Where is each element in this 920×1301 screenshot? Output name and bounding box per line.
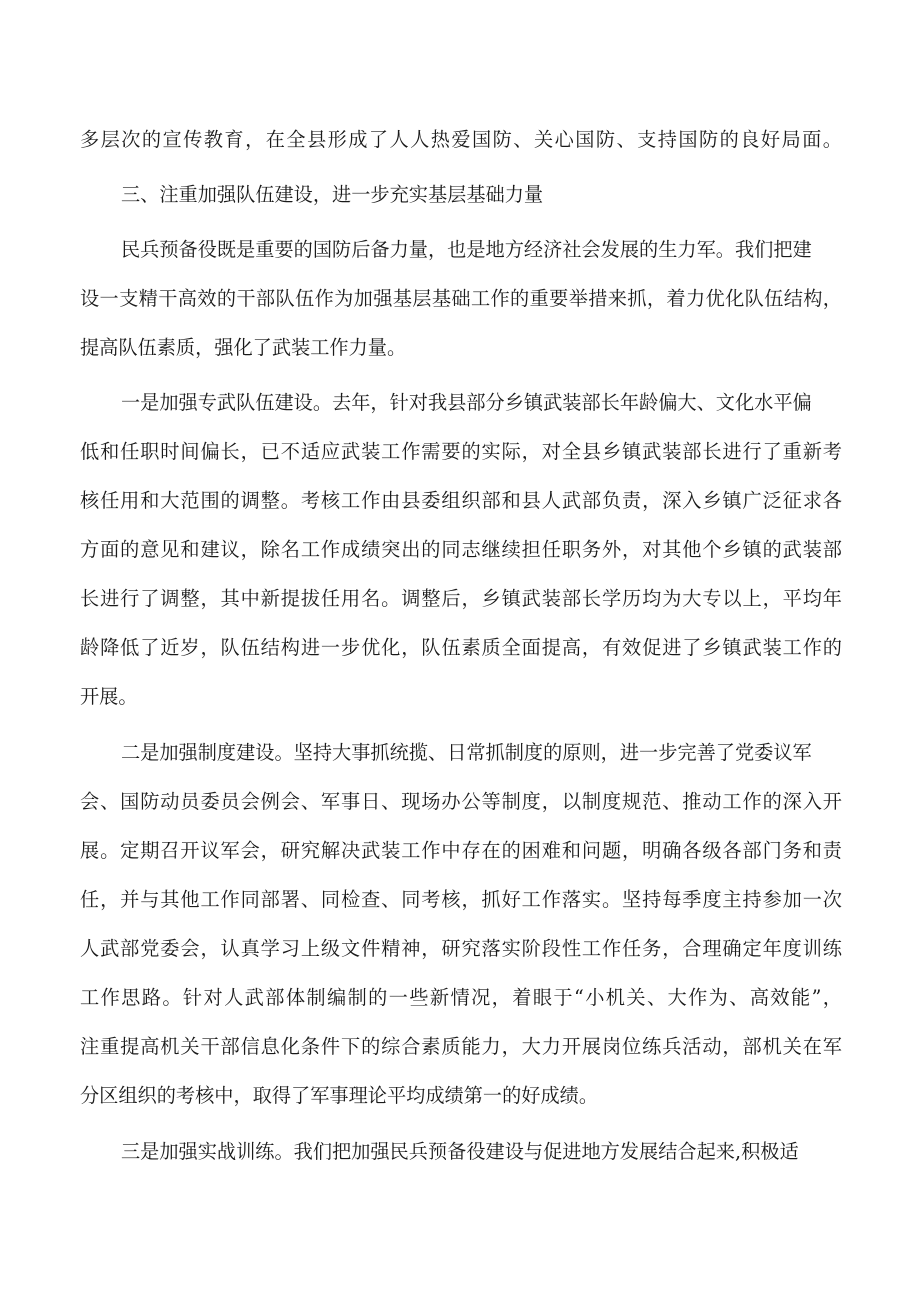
paragraph-line: 提高队伍素质，强化了武装工作力量。 (80, 336, 407, 359)
paragraph-line: 民兵预备役既是重要的国防后备力量，也是地方经济社会发展的生力军。我们把建 (121, 238, 812, 261)
paragraph-line: 龄降低了近岁，队伍结构进一步优化，队伍素质全面提高，有效促进了乡镇武装工作的 (80, 636, 842, 659)
paragraph-line: 工作思路。针对人武部体制编制的一些新情况，着眼于“小机关、大作为、高效能”， (80, 986, 842, 1009)
paragraph-line: 一是加强专武队伍建设。去年，针对我县部分乡镇武装部长年龄偏大、文化水平偏 (121, 391, 812, 414)
paragraph-line: 多层次的宣传教育，在全县形成了人人热爱国防、关心国防、支持国防的良好局面。 (80, 128, 842, 151)
paragraph-line: 三是加强实战训练。我们把加强民兵预备役建设与促进地方发展结合起来,积极适 (121, 1140, 799, 1163)
paragraph-line: 方面的意见和建议，除名工作成绩突出的同志继续担任职务外，对其他个乡镇的武装部 (80, 538, 842, 561)
paragraph-line: 二是加强制度建设。坚持大事抓统揽、日常抓制度的原则，进一步完善了党委议军 (121, 741, 812, 764)
paragraph-line: 注重提高机关干部信息化条件下的综合素质能力，大力开展岗位练兵活动，部机关在军 (80, 1035, 842, 1058)
paragraph-line: 设一支精干高效的干部队伍作为加强基层基础工作的重要举措来抓，着力优化队伍结构， (80, 287, 842, 310)
paragraph-line: 开展。 (80, 685, 138, 708)
paragraph-line: 任，并与其他工作同部署、同检查、同考核，抓好工作落实。坚持每季度主持参加一次 (80, 888, 842, 911)
section-heading: 三、注重加强队伍建设，进一步充实基层基础力量 (121, 183, 544, 206)
paragraph-line: 核任用和大范围的调整。考核工作由县委组织部和县人武部负责，深入乡镇广泛征求各 (80, 489, 842, 512)
paragraph-line: 会、国防动员委员会例会、军事日、现场办公等制度，以制度规范、推动工作的深入开 (80, 790, 842, 813)
paragraph-line: 长进行了调整，其中新提拔任用名。调整后，乡镇武装部长学历均为大专以上，平均年 (80, 587, 842, 610)
paragraph-line: 展。定期召开议军会，研究解决武装工作中存在的困难和问题，明确各级各部门务和责 (80, 839, 842, 862)
paragraph-line: 低和任职时间偏长，已不适应武装工作需要的实际，对全县乡镇武装部长进行了重新考 (80, 440, 842, 463)
paragraph-line: 人武部党委会，认真学习上级文件精神，研究落实阶段性工作任务，合理确定年度训练 (80, 937, 842, 960)
paragraph-line: 分区组织的考核中，取得了军事理论平均成绩第一的好成绩。 (80, 1084, 599, 1107)
